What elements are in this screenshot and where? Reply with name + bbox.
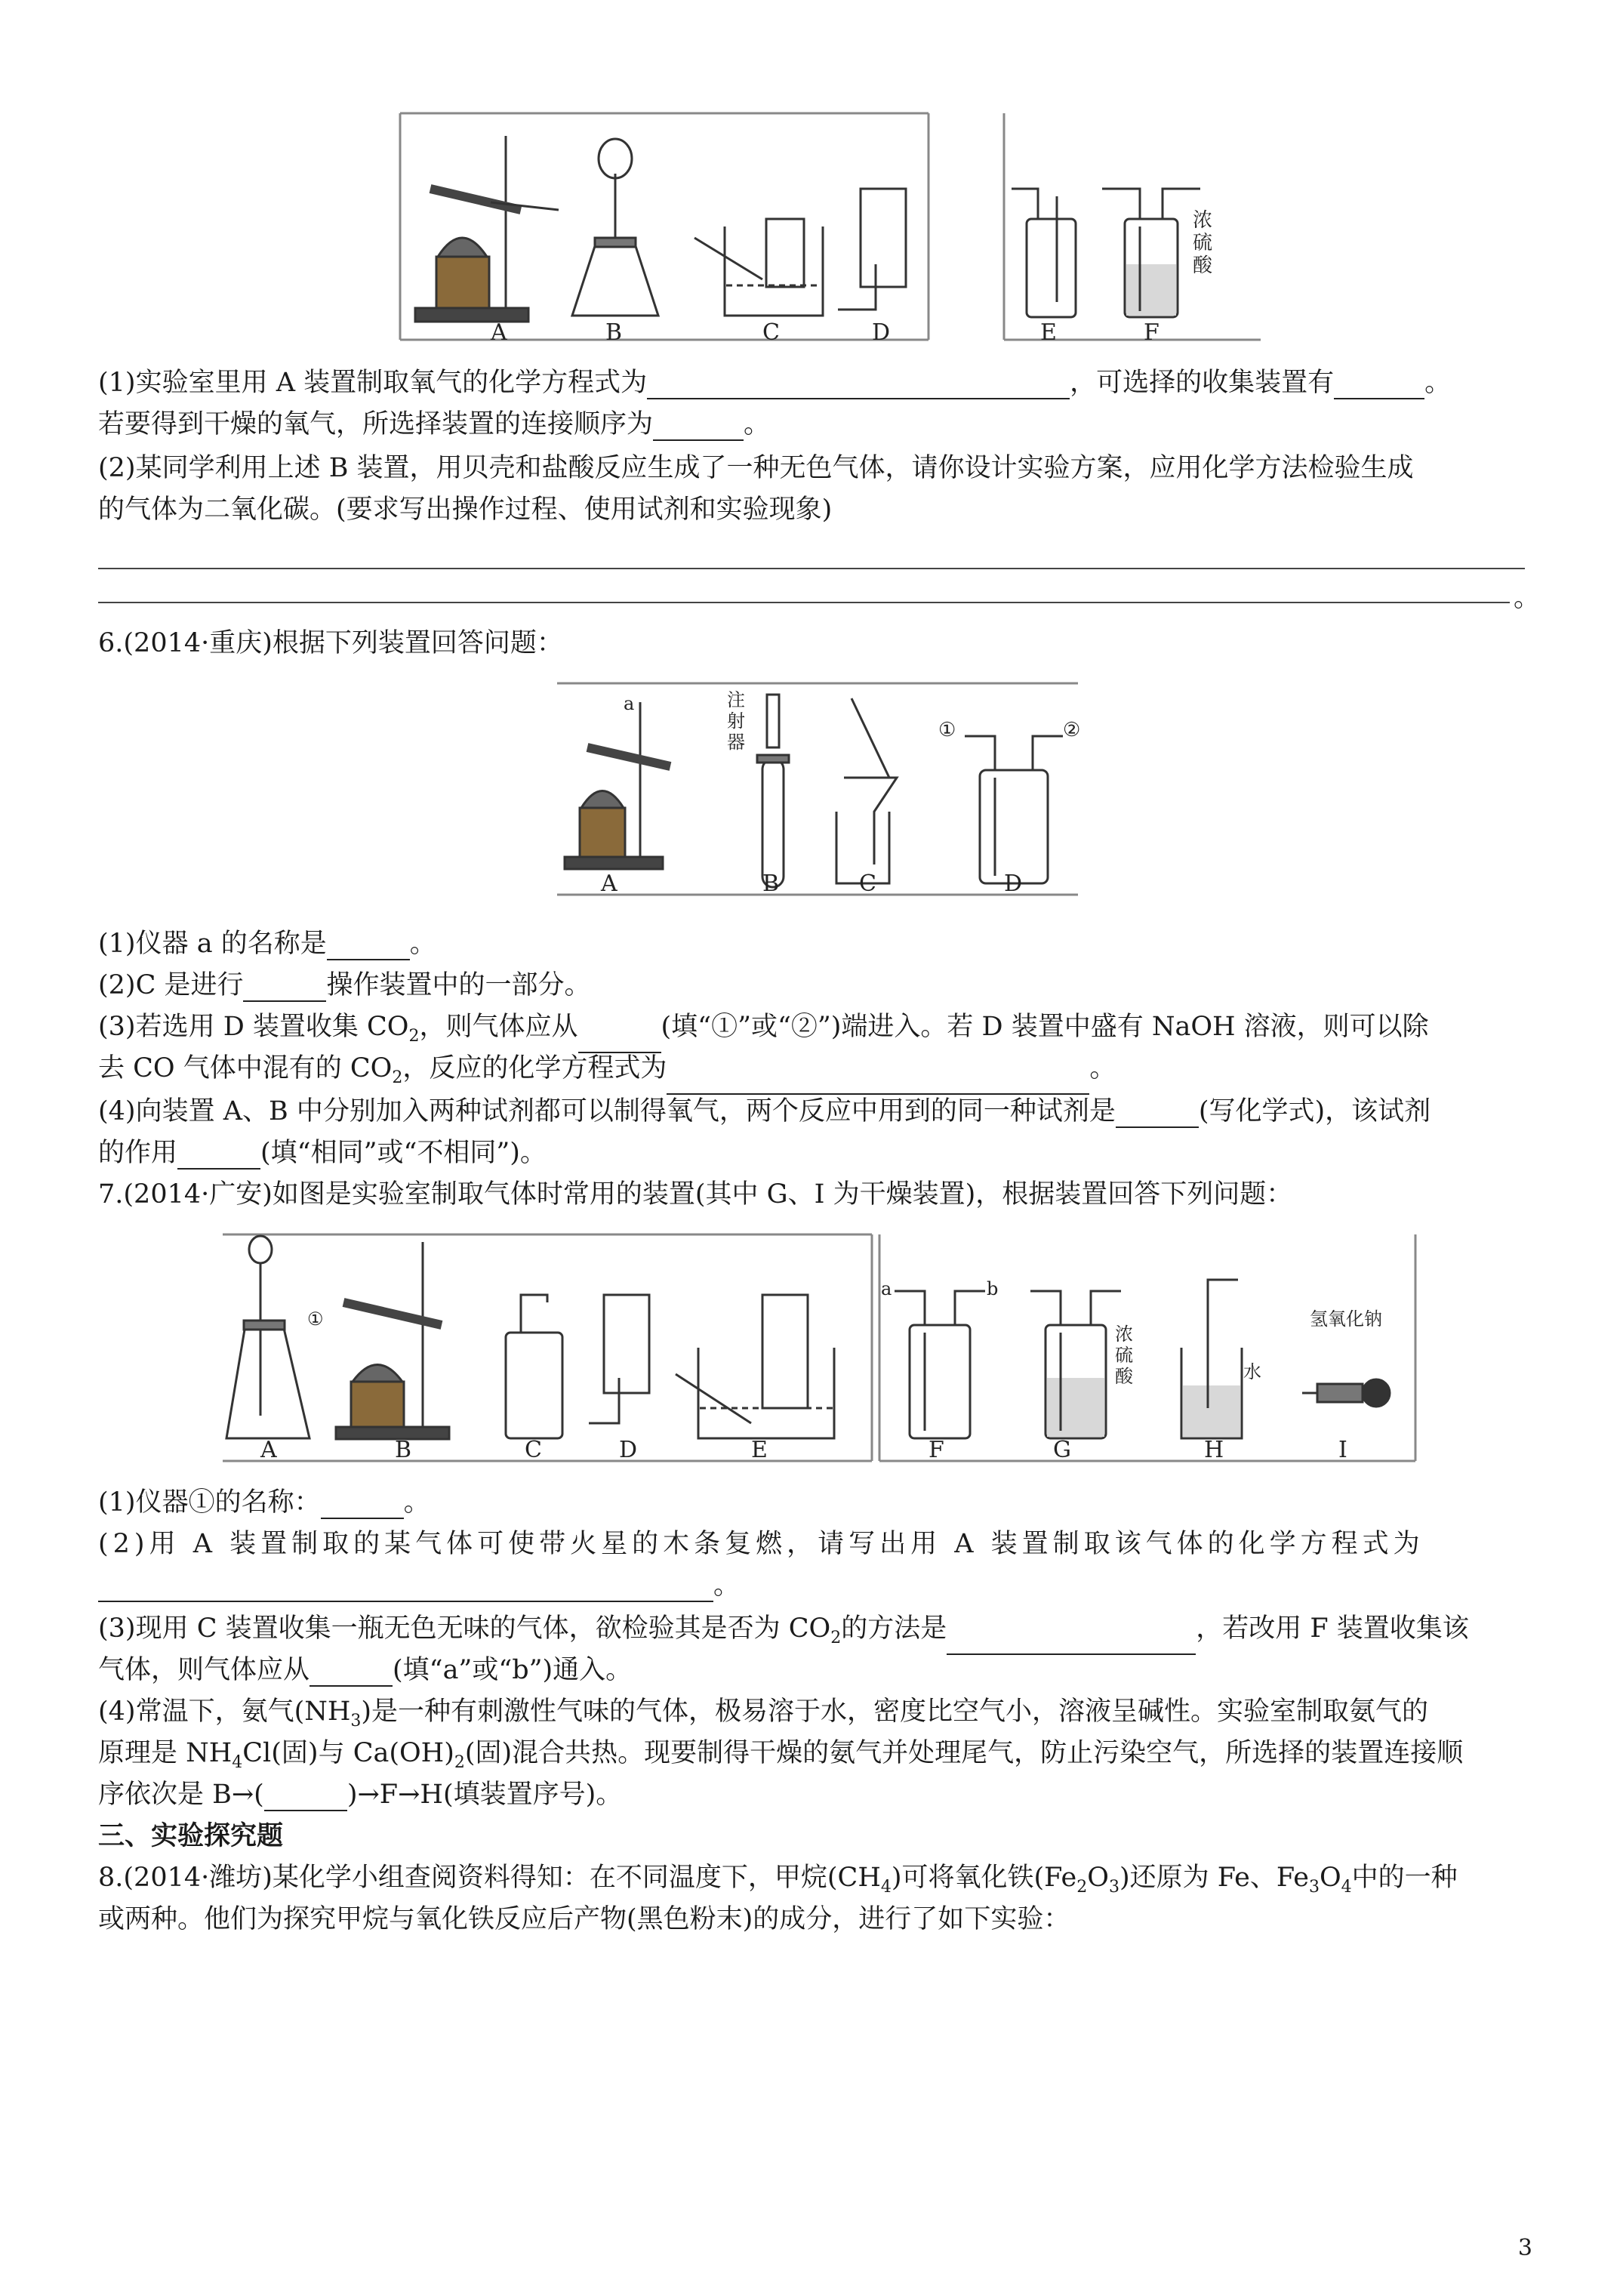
q5-p1-text-d: 若要得到干燥的氧气，所选择装置的连接顺序为 [98,409,654,439]
q7-test-method-blank[interactable] [947,1628,1196,1655]
fig2-port2-label: ② [1063,719,1081,741]
figure-apparatus-a-f [400,113,1261,355]
fig3-label-b: B [395,1437,412,1463]
q6-instrument-blank[interactable] [327,933,410,960]
q7-equation-blank[interactable] [98,1575,713,1602]
q6-operation-blank[interactable] [243,975,326,1002]
fig1-label-d: D [872,319,891,346]
q5-order-blank[interactable] [653,414,744,441]
fig1-label-b: B [605,319,623,346]
q7-part2-line2: 。 [98,1569,740,1602]
fig2-label-a: A [601,871,617,897]
figure-q6-apparatus [557,683,1081,897]
q7-part2-line1: (2)用 A 装置制取的某气体可使带火星的木条复燃，请写出用 A 装置制取该气体的化学方程式为 [98,1529,1424,1559]
page-number: 3 [1517,2235,1532,2261]
q6-role-blank[interactable] [177,1142,260,1170]
q5-part2-line1 [98,451,1414,485]
fig3-port-b: b [987,1278,999,1299]
q5-equation-blank[interactable] [647,372,1070,399]
q6-title: 6.(2014·重庆)根据下列装置回答问题： [98,628,563,658]
fig3-label-f: F [929,1437,944,1463]
q6-part4-line2: 的作用 (填“相同”或“不相同”)。 [98,1138,547,1168]
fig1-acid-label: 浓硫酸 [1193,209,1213,277]
fig3-port-a: a [881,1278,892,1299]
q7-title: 7.(2014·广安)如图是实验室制取气体时常用的装置(其中 G、I 为干燥装置)，根据装置回答下列问题： [98,1179,1293,1210]
fig3-label-g: G [1053,1437,1071,1463]
q5-p1-text-e: 。 [744,409,771,439]
q8-line2: 或两种。他们为探究甲烷与氧化铁反应后产物(黑色粉末)的成分，进行了如下实验： [98,1904,1070,1934]
fig3-water-label: 水 [1243,1361,1261,1382]
q5-p1-text-c: 。 [1424,368,1452,398]
fig2-label-c: C [859,871,876,897]
q6-part4-line1: (4)向装置 A、B 中分别加入两种试剂都可以制得氧气，两个反应中用到的同一种试剂是 (写化学式)，该试剂 [98,1096,1431,1126]
q5-answer-line-2[interactable] [98,602,1510,603]
q6-formula-blank[interactable] [1116,1101,1199,1128]
q6-part2: (2)C 是进行 操作装置中的一部分。 [98,970,591,1000]
q5-p1-text-b: ，可选择的收集装置有 [1070,368,1335,398]
fig3-acid-label: 浓硫酸 [1115,1324,1133,1387]
q6-part3-line2: 去 CO 气体中混有的 $CO_2$，反应的化学方程式为 。 [98,1052,1116,1095]
fig3-mark1: ① [307,1308,324,1330]
q8-line1: 8.(2014·潍坊)某化学小组查阅资料得知：在不同温度下，甲烷$(CH_4)$可将氧化铁$(Fe_2O_3)$还原为 Fe、$Fe_3O_4$中的一种 [98,1863,1458,1897]
figure-q7-apparatus [223,1234,1415,1461]
q7-part4-line2: 原理是 $NH_4Cl$(固)与 $Ca(OH)_2$(固)混合共热。现要制得干燥的氨气并处理尾气，防止污染空气，所选择的装置连接顺 [98,1738,1464,1772]
fig3-label-a: A [260,1437,277,1463]
section-3-heading: 三、实验探究题 [98,1821,284,1851]
q5-answer-line-1[interactable] [98,568,1525,569]
fig3-label-d: D [619,1437,638,1463]
fig3-label-e: E [751,1437,768,1463]
q5-part1-line1 [98,366,1451,399]
fig3-label-h: H [1204,1437,1224,1463]
q6-part3-line1: (3)若选用 D 装置收集 $CO_2$，则气体应从 (填“①”或“②”)端进入。若 D 装置中盛有 NaOH 溶液，则可以除 [98,1010,1429,1053]
q5-part2-line2 [98,493,832,526]
fig2-a-label: a [624,693,635,714]
q5-end-mark: 。 [1514,583,1541,613]
q5-p1-text-a: (1)实验室里用 A 装置制取氧气的化学方程式为 [98,368,648,398]
fig3-naoh-label: 氢氧化钠 [1310,1308,1382,1330]
q5-collection-blank[interactable] [1334,372,1424,399]
fig3-label-c: C [525,1437,542,1463]
q7-port-blank[interactable] [310,1660,393,1687]
fig2-label-d: D [1004,871,1023,897]
q5-p2-text-a: (2)某同学利用上述 B 装置，用贝壳和盐酸反应生成了一种无色气体，请你设计实验方案，应用化学方法检验生成 [98,453,1414,483]
fig2-syringe-label: 注射器 [727,689,745,753]
q5-part1-line2 [98,408,770,441]
fig3-label-i: I [1338,1437,1347,1463]
fig1-label-c: C [762,319,780,346]
q7-part3-line1: (3)现用 C 装置收集一瓶无色无味的气体，欲检验其是否为 $CO_2$的方法是 ，若改用 F 装置收集该 [98,1612,1469,1655]
fig1-label-f: F [1144,319,1160,346]
q6-equation-blank[interactable] [667,1068,1089,1095]
q7-instrument-blank[interactable] [321,1492,404,1519]
q6-port-blank[interactable] [578,1026,661,1053]
q5-p2-text-b: 的气体为二氧化碳。(要求写出操作过程、使用试剂和实验现象) [98,495,833,525]
q7-part4-line3: 序依次是 B→( )→F→H(填装置序号)。 [98,1780,623,1810]
q6-part1: (1)仪器 a 的名称是 。 [98,929,436,959]
q7-sequence-blank[interactable] [264,1784,347,1811]
fig2-label-b: B [762,871,780,897]
q7-part1: (1)仪器①的名称： 。 [98,1487,430,1518]
fig1-label-a: A [491,319,507,346]
fig1-label-e: E [1040,319,1057,346]
q7-part4-line1: (4)常温下，氨气$(NH_3)$是一种有刺激性气味的气体，极易溶于水，密度比空气小，溶液呈碱性。实验室制取氨气的 [98,1697,1429,1730]
fig2-port1-label: ① [938,719,956,741]
q7-part3-line2: 气体，则气体应从 (填“a”或“b”)通入。 [98,1655,633,1685]
